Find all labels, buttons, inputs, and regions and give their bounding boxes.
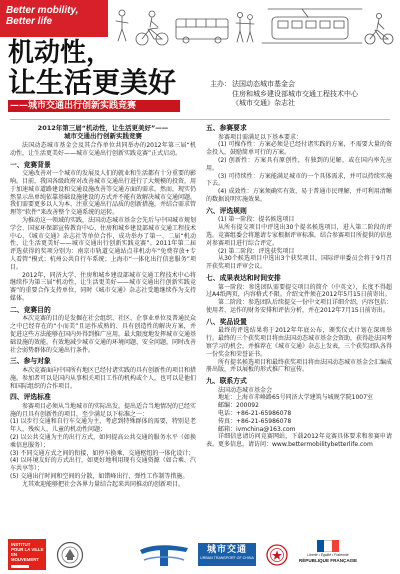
requirement-item: (2) 创新性：方案具有原创性，有独到的见解，或在国内率先应用。 (206, 156, 392, 172)
criteria-item: (3) 不同交通方式之间的衔接，如停车换乘、交通枢纽的一体化设计； (10, 449, 195, 457)
contact-email: 邮箱：ivmchina@163.com (218, 425, 296, 433)
section-paragraph: 参赛项目必须从当地城市的实际出发，提出适合当地情况的已经实施的且具有创新性的项目，至少满足以下标准之一： (10, 402, 196, 418)
ivm-logo (8, 539, 46, 570)
seal-logo (266, 544, 288, 566)
section-paragraph: 所有提名候选项目和最终获奖项目将由法国动态城市基金会汇编成册出版，并以展板的形式推广和宣传。 (206, 358, 392, 374)
article-heading (10, 124, 196, 140)
organizers (210, 80, 395, 109)
section-title-prizes: 八、奖品设置 (206, 317, 247, 326)
urban-transport-logo-subtitle: URBAN TRANSPORT OF CHINA (200, 556, 254, 560)
french-motto: Liberté • Égalité • Fraternité (307, 553, 349, 557)
contact-fax: 传真：+86-21-65986078 (218, 417, 292, 425)
sketch-pedestrian-icon (116, 10, 128, 41)
criteria-item: (5) 交通出行时间和空间的分散，如错峰出行、弹性工作制等措施。 (10, 473, 189, 481)
rules-stage-2-label: (2) 第二阶段：评选获奖项目 (218, 247, 295, 255)
requirement-item: (1) 可操作性：方案必须是已经付诸实践的方案，不需要大量的资金投入，鼓励简单可行的方案。 (206, 141, 392, 157)
subtitle-bar: ——城市交通出行创新实践竞赛 (8, 100, 180, 112)
header-illustration (112, 1, 398, 51)
requirement-item: (3) 可持续性：方案能满足城市的一个具体需求，并可以持续实施下去。 (206, 172, 392, 188)
section-title-contact: 九、联系方式 (206, 377, 247, 386)
section-title-purpose: 二、竞赛目的 (10, 305, 51, 314)
article-heading-line-1: 2012年第三届“机动性，让生活更美好”—— (37, 124, 169, 132)
rules-stage-1-text: 从所有提交项目中评选出30个提名候选项目，进入第二阶段的评选。竞赛组委会将邀请专家根据评审标准，结合参赛项目所提供的信息对参赛项目进行综合评定。 (206, 224, 392, 247)
ivm-logo-line: EN MOUVEMENT (11, 552, 39, 562)
section-title-rules: 六、评选规则 (206, 206, 247, 215)
slogan-line-1: Better mobility, (6, 5, 79, 16)
header-divider (10, 119, 390, 120)
ivm-logo-line: POUR LA VILLE (11, 547, 44, 552)
organizer-item: 《城市交通》杂志社 (232, 99, 295, 107)
section-paragraph: 尤其欢迎能够把社会各界力量结合起来共同推动的创新项目。 (22, 480, 185, 488)
criteria-item: (4) 以环境友好的方式出行，如更好地利用现有交通资源（如合乘、汽车共享等）； (10, 457, 196, 473)
slogan (6, 5, 78, 27)
requirement-item: (4) 成效性：方案须确实有效，易于普通市民理解，并可利用清晰的数据说明实施效果。 (206, 188, 392, 203)
university-emblem-logo (56, 541, 84, 569)
organizer-item: 法国动态城市基金会 (232, 80, 295, 88)
article-heading-line-2: 城市交通出行创新实践竞赛 (64, 132, 142, 140)
contact-phone: 电话：+86-21-65986078 (218, 410, 292, 418)
contact-website-note: 详细信息请访问竞赛网站，下载2012年竞赛具体要求和参赛申请表。更多信息，请访问：www.bettermobilitybetterlife.com (206, 433, 392, 449)
transport-center-logo (138, 542, 190, 568)
article-left-column (10, 124, 196, 536)
criteria-item: (1) 以步行交通和自行车交通为主，考虑到特殊群体的需要，特别是老年人、残疾人、儿童的机动性问题； (10, 418, 196, 434)
section-title-schedule: 七、成果表达和时间安排 (206, 273, 281, 282)
section-paragraph: 本次竞赛面向中国所有地区已经付诸实践的具有创新性的项目和措施。参加者可以是国内从事相关项目工作的机构或个人，也可以是他们和国际组织的合作项目。 (10, 366, 196, 390)
urban-transport-logo-title: 城市交通 (206, 544, 247, 554)
article-right-column (206, 124, 392, 536)
ivm-logo-bar (11, 565, 29, 568)
sketch-bus-icon (176, 19, 228, 43)
section-paragraph: 2012年，同济大学、住房和城乡建设部城市交通工程技术中心将继续作为第三届“机动性，让生活更美好——城市交通出行创新实践竞赛”的重要合作支持单位，同时《城市交通》杂志社受邀继续作为支持媒体。 (10, 271, 196, 302)
rules-stage-1-label: (1) 第一阶段：提名候选项目 (218, 216, 295, 224)
section-paragraph: 第二阶段：参选团队后续提交一份中文项目详细介绍，内容包括：使用者、运作的财务安排和评估分析，并在2012年7月15日前寄出。 (206, 299, 392, 314)
section-paragraph: 最终的评选结果将于2012年年底公布，颁奖仪式计划在深圳举行。最终的三个获奖项目将由法国动态城市基金会资助，获得赴法国考察学习的机会，并推荐在《城市交通》杂志上发表，三个获奖团队各得一份奖金和荣誉证书。 (206, 327, 392, 358)
slogan-line-2: Better life (6, 16, 53, 27)
sketch-people-group-icon (236, 12, 254, 42)
main-title-line-2: 让生活更美好 (8, 66, 177, 99)
section-paragraph: 为推动这一领域的实践，法国动态城市基金会先后与中国城市规划学会、国家环保部宣传教育中心、住房和城乡建设部城市交通工程技术中心、《城市交通》杂志社等单位合作，成功举办了第一、二届“机动性，让生活更美好——城市交通出行创新实践竞赛”。2011年第二届评选获得的奖项分别为：南京市轨道交通站点非机动车“免费存放+专人看管”模式；杭州公共自行车系统；上海市“一体化出行信息服务”项目。 (10, 216, 196, 271)
rules-stage-2-text: 从30个候选项目中选出3个获奖项目，国际评审委员会将于9月召开获奖项目评审会议。 (206, 255, 392, 271)
contact-organization: 法国动态城市基金会 (218, 386, 273, 394)
criteria-item: (2) 以公共交通为主的出行方式，如何提高公共交通的服务水平（如换乘信息服务）； (10, 434, 196, 449)
article-intro: 法国动态城市基金会及其合作单位共同举办的2012年第三届“机动性，让生活更美好——城市交通出行创新实践竞赛”正式启动。 (10, 142, 196, 157)
sketch-cyclist-icon (365, 13, 393, 44)
section-paragraph: 交通改善对一个城市的发展及人们的就业和生活都有十分重要的影响。目前，我国各级政府对改善城市交通出行进行了大规模的投资，用于加速城市道路建设和交通设施改善等交通方面的需求。然而，现实仍然显示出单纯依靠基础设施建设的方式并不能有效解决城市交通问题，我们需要更多以人为本、注重交通出行品质的创新措施，并结合需求管理等“软件”来改善整个交通系统的运转。 (10, 170, 196, 217)
sketch-tram-icon (262, 9, 362, 43)
section-paragraph: 本次竞赛的目的是发掘在社会组织、社区、企事业单位及普通民众之中已经存在的“小而美”且运作成熟的、具有创造性的解决方案，并促进这些方法能够在国内外得到推广应用，最大限度地发挥城市交通基础设施的效能，有效地减少城市交通的环境问题、安全问题，同时改善社会弱势群体的交通出行条件。 (10, 315, 196, 354)
section-title-criteria: 四、评选标准 (10, 393, 51, 402)
contact-address: 地址：上海市赤峰路65号同济大学建筑与城规学院1007室 (218, 394, 373, 402)
section-title-participants: 三、参与对象 (10, 357, 51, 366)
section-paragraph: 第一阶段：参选团队需要提交项目的简介（中英文），长度不得超过A4纸两页，内容格式不限。介绍文件须在2012年5月15日前寄出。 (206, 283, 392, 299)
ivm-logo-line: INSTITUT (11, 542, 31, 547)
sketch-bicycle-icon (136, 11, 168, 45)
section-title-background: 一、竞赛背景 (10, 160, 51, 169)
organizers-list (232, 80, 395, 109)
organizers-label: 主办： (210, 80, 231, 88)
republique-francaise-label: RÉPUBLIQUE FRANÇAISE (298, 557, 358, 563)
contact-postcode: 邮编：200092 (218, 402, 259, 410)
main-title-line-1: 机动性， (8, 38, 113, 68)
french-flag-icon (317, 540, 339, 552)
urban-transport-magazine-logo (198, 543, 256, 566)
section-title-requirements: 五、参赛要求 (206, 124, 247, 132)
organizer-item: 住房和城乡建设部城市交通工程技术中心 (232, 89, 358, 98)
republique-francaise-logo (298, 540, 358, 572)
section-paragraph: 参赛项目需满足以下基本要求： (218, 133, 303, 141)
